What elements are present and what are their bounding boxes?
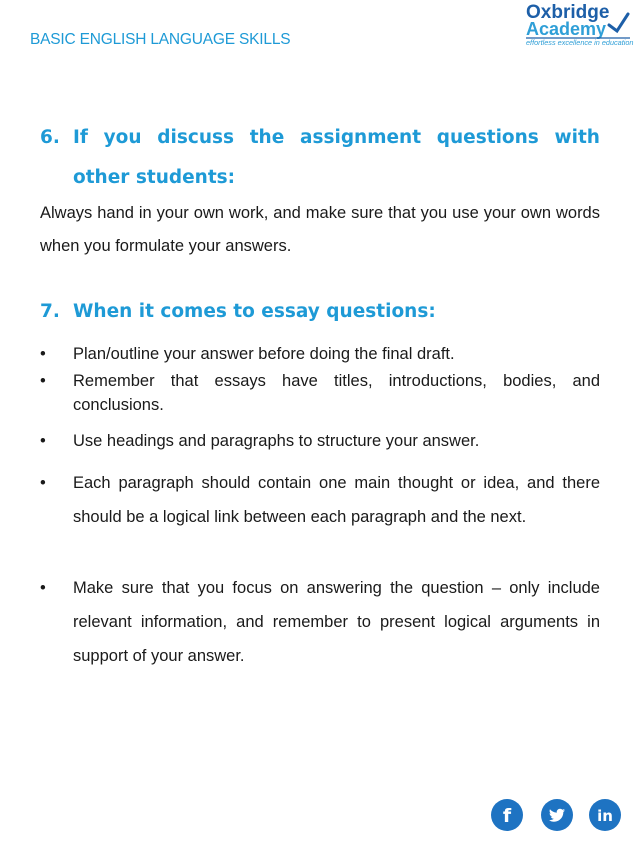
logo-tagline: effortless excellence in education (526, 38, 634, 47)
heading-word: you (103, 127, 142, 148)
logo-checkmark-icon (609, 14, 628, 31)
list-item-text: Use headings and paragraphs to structure your answer. (73, 432, 480, 450)
bullet-icon: • (40, 432, 46, 450)
heading-word: with (554, 127, 600, 148)
logo-line2: Academy (526, 19, 607, 39)
bullet-icon: • (40, 579, 46, 597)
linkedin-glyph: in (597, 807, 613, 825)
twitter-icon[interactable] (541, 799, 573, 831)
section-6-number-word (40, 118, 88, 158)
section-6-heading-line2: other students: (73, 167, 236, 188)
section-6-number: 6. (40, 127, 60, 148)
facebook-icon[interactable] (491, 799, 523, 831)
list-item (40, 427, 600, 455)
section-6-heading (40, 118, 600, 198)
list-item-text: Each paragraph should contain one main thought or idea, and there should be a logical link between each paragraph and the next. (73, 474, 600, 526)
list-item-text: Remember that essays have titles, introductions, bodies, and conclusions. (73, 372, 600, 414)
bullet-icon: • (40, 345, 46, 363)
logo-line1: Oxbridge (526, 2, 610, 23)
heading-word: questions (436, 127, 539, 148)
bullet-icon: • (40, 474, 46, 492)
section-7-heading (40, 296, 600, 328)
heading-word: If (73, 127, 88, 148)
heading-word: assignment (299, 127, 422, 148)
oxbridge-academy-logo[interactable] (516, 0, 638, 66)
bullet-icon: • (40, 372, 46, 390)
heading-word: discuss (157, 127, 235, 148)
heading-word: the (249, 127, 285, 148)
list-item (40, 340, 600, 368)
logo-graphic (516, 0, 638, 66)
list-item-text: Plan/outline your answer before doing the final draft. (73, 345, 455, 363)
section-7-heading-text: When it comes to essay questions: (73, 301, 436, 322)
list-item-text: Make sure that you focus on answering the question – only include relevant information, and remember to present logical arguments in support of your answer. (73, 579, 600, 665)
section-6-paragraph: Always hand in your own work, and make sure that you use your own words when you formulate your answers. (40, 204, 600, 255)
list-item (40, 466, 600, 534)
list-item (40, 571, 600, 673)
linkedin-icon[interactable] (589, 799, 621, 831)
list-item (40, 369, 600, 417)
section-6-heading-line1 (40, 118, 600, 158)
facebook-glyph: f (502, 805, 512, 827)
header-title: BASIC ENGLISH LANGUAGE SKILLS (30, 31, 291, 48)
section-7-number: 7. (40, 301, 60, 322)
